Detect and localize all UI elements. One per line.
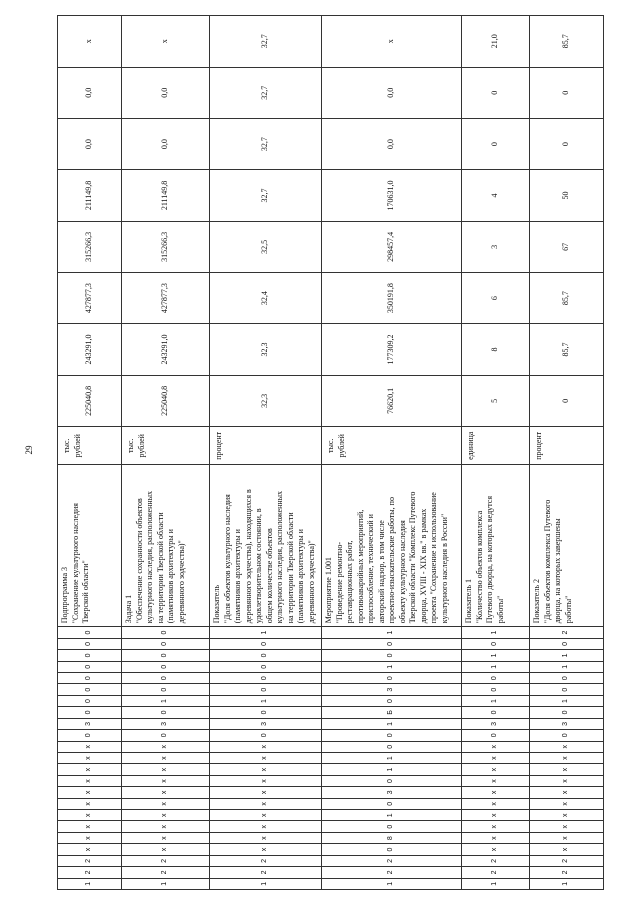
table-row: [122, 16, 210, 890]
code-cell: 0: [210, 650, 322, 661]
value-cell: 0,0: [322, 67, 462, 118]
code-cell: x: [122, 741, 210, 752]
rotated-table-container: [57, 15, 603, 890]
value-cell: 211149,8: [58, 170, 122, 221]
code-cell: 0: [58, 684, 122, 695]
name-line: Показатель 2: [532, 579, 541, 624]
code-cell: x: [530, 787, 604, 798]
value-cell: 243291,0: [122, 324, 210, 375]
code-cell: 2: [322, 855, 462, 866]
code-cell: 0: [322, 730, 462, 741]
name-line: общем количестве объектов: [264, 528, 274, 624]
value-cell: x: [58, 16, 122, 68]
code-cell: 1: [462, 695, 530, 706]
name-cell: [122, 465, 210, 627]
value-cell: 8: [462, 324, 530, 375]
value-cell: 0,0: [322, 118, 462, 169]
value-cell: 32,7: [210, 67, 322, 118]
name-cell: [58, 465, 122, 627]
name-cell: [322, 465, 462, 627]
code-cell: 1: [530, 878, 604, 889]
code-cell: x: [210, 752, 322, 763]
name-line: Путевого дворца, на которых ведутся: [485, 496, 494, 624]
code-cell: x: [530, 821, 604, 832]
code-cell: x: [210, 775, 322, 786]
code-cell: 0: [58, 730, 122, 741]
page-number: 29: [24, 445, 34, 455]
name-line: объекту культурного наследия: [397, 520, 407, 624]
code-cell: x: [530, 844, 604, 855]
name-line: (памятников архитектуры и: [296, 529, 305, 624]
code-cell: 0: [58, 695, 122, 706]
name-line: культурного наследия, расположенных: [275, 490, 284, 624]
code-cell: 0: [210, 730, 322, 741]
value-cell: 0,0: [58, 67, 122, 118]
value-cell: 6: [462, 272, 530, 323]
value-cell: 0: [530, 67, 604, 118]
code-cell: 1: [462, 878, 530, 889]
code-cell: x: [58, 741, 122, 752]
code-cell: 0: [58, 661, 122, 672]
code-cell: 3: [122, 718, 210, 729]
code-cell: x: [210, 810, 322, 821]
code-cell: 0: [122, 672, 210, 683]
code-cell: x: [210, 764, 322, 775]
unit-cell: тыс. рублей: [58, 427, 122, 465]
code-cell: 0: [462, 638, 530, 649]
code-cell: 2: [462, 855, 530, 866]
code-cell: x: [58, 832, 122, 843]
name-line: "Проведение ремонтно-: [334, 542, 344, 624]
table-row: [530, 16, 604, 890]
code-cell: x: [210, 741, 322, 752]
code-cell: x: [122, 775, 210, 786]
code-cell: 1: [58, 878, 122, 889]
value-cell: 4: [462, 170, 530, 221]
code-cell: 0: [122, 638, 210, 649]
code-cell: x: [530, 775, 604, 786]
name-line: авторский надзор, в том числе: [376, 520, 386, 624]
code-cell: x: [530, 741, 604, 752]
name-line: проектно-изыскательские работы, по: [387, 497, 396, 624]
code-cell: 0: [122, 730, 210, 741]
code-cell: x: [58, 844, 122, 855]
name-line: работы": [563, 595, 573, 624]
unit-cell: процент: [210, 427, 322, 465]
name-line: Показатель 1: [464, 579, 473, 624]
code-cell: 0: [122, 661, 210, 672]
name-line: "Доля объектов комплекса Путевого: [542, 499, 552, 624]
code-cell: x: [58, 787, 122, 798]
code-cell: x: [462, 821, 530, 832]
name-line: Тверской области "Комплекс Путевого: [408, 491, 417, 624]
code-cell: 2: [530, 855, 604, 866]
code-cell: 0: [322, 741, 462, 752]
value-cell: 177309,2: [322, 324, 462, 375]
name-line: Задача 1: [124, 594, 133, 624]
code-cell: x: [462, 832, 530, 843]
value-cell: 3: [462, 221, 530, 272]
value-cell: 427877,3: [122, 272, 210, 323]
name-line: деревянного зодчества)": [176, 540, 186, 624]
name-line: Показатель: [212, 585, 221, 624]
unit-cell: процент: [530, 427, 604, 465]
value-cell: 315266,3: [122, 221, 210, 272]
value-cell: 76620,1: [322, 375, 462, 426]
code-cell: 0: [462, 707, 530, 718]
code-cell: 0: [322, 695, 462, 706]
code-cell: 0: [58, 650, 122, 661]
value-cell: x: [322, 16, 462, 68]
value-cell: 225040,8: [122, 375, 210, 426]
code-cell: x: [462, 844, 530, 855]
value-cell: 0,0: [122, 67, 210, 118]
code-cell: 0: [58, 627, 122, 638]
code-cell: 1: [462, 661, 530, 672]
code-cell: x: [58, 821, 122, 832]
code-cell: 8: [322, 832, 462, 843]
code-cell: 0: [530, 672, 604, 683]
code-cell: x: [58, 810, 122, 821]
code-cell: 3: [322, 684, 462, 695]
code-cell: 0: [122, 707, 210, 718]
code-cell: x: [530, 832, 604, 843]
name-line: культурного наследия в России": [439, 513, 449, 624]
value-cell: 85,7: [530, 16, 604, 68]
name-line: деревянного зодчества)": [306, 540, 316, 624]
code-cell: x: [462, 741, 530, 752]
code-cell: Б: [322, 707, 462, 718]
code-cell: 0: [210, 672, 322, 683]
code-cell: 0: [210, 684, 322, 695]
code-cell: 0: [322, 775, 462, 786]
unit-cell: единица: [462, 427, 530, 465]
code-cell: 0: [58, 672, 122, 683]
value-cell: 211149,8: [122, 170, 210, 221]
code-cell: 2: [530, 627, 604, 638]
name-line: на территории Тверской области: [155, 512, 165, 624]
code-cell: 0: [322, 672, 462, 683]
code-cell: x: [462, 810, 530, 821]
code-cell: x: [58, 798, 122, 809]
code-cell: x: [210, 787, 322, 798]
code-cell: 0: [462, 730, 530, 741]
code-cell: x: [530, 810, 604, 821]
code-cell: 1: [322, 627, 462, 638]
value-cell: 0: [530, 118, 604, 169]
table-row: [462, 16, 530, 890]
value-cell: 32,7: [210, 16, 322, 68]
code-cell: x: [122, 752, 210, 763]
code-cell: x: [210, 821, 322, 832]
code-cell: 0: [530, 707, 604, 718]
code-cell: x: [122, 821, 210, 832]
code-cell: x: [210, 832, 322, 843]
code-cell: x: [58, 775, 122, 786]
value-cell: 32,4: [210, 272, 322, 323]
value-cell: 0: [462, 67, 530, 118]
value-cell: 315266,3: [58, 221, 122, 272]
name-line: культурного наследия, расположенных: [145, 490, 154, 624]
code-cell: 0: [530, 730, 604, 741]
value-cell: 0,0: [122, 118, 210, 169]
value-cell: x: [122, 16, 210, 68]
code-cell: 1: [462, 650, 530, 661]
code-cell: 0: [210, 661, 322, 672]
code-cell: x: [122, 798, 210, 809]
name-line: Подпрограмма 3: [60, 566, 69, 624]
value-cell: 350191,8: [322, 272, 462, 323]
code-cell: 1: [530, 661, 604, 672]
program-table: [57, 15, 604, 890]
code-cell: 1: [322, 764, 462, 775]
code-cell: 0: [462, 684, 530, 695]
value-cell: 32,5: [210, 221, 322, 272]
code-cell: 1: [210, 695, 322, 706]
code-cell: 2: [462, 867, 530, 878]
code-cell: 3: [322, 787, 462, 798]
code-cell: 1: [530, 650, 604, 661]
name-line: дворца, XVIII - XIX вв." в рамках: [418, 508, 428, 624]
code-cell: 1: [210, 878, 322, 889]
code-cell: 0: [462, 672, 530, 683]
code-cell: 0: [530, 638, 604, 649]
code-cell: 2: [322, 867, 462, 878]
name-line: (памятников архитектуры и: [233, 529, 242, 624]
unit-cell: тыс. рублей: [122, 427, 210, 465]
code-cell: x: [462, 775, 530, 786]
value-cell: 32,3: [210, 375, 322, 426]
code-cell: 0: [210, 707, 322, 718]
code-cell: x: [210, 844, 322, 855]
name-line: Тверской области": [81, 560, 90, 624]
value-cell: 32,7: [210, 170, 322, 221]
name-line: "Сохранение культурного наследия: [70, 503, 80, 624]
code-cell: 0: [322, 798, 462, 809]
code-cell: 0: [122, 684, 210, 695]
value-cell: 32,7: [210, 118, 322, 169]
value-cell: 67: [530, 221, 604, 272]
name-cell: [530, 465, 604, 627]
code-cell: 1: [322, 752, 462, 763]
code-cell: x: [122, 810, 210, 821]
code-cell: 3: [530, 718, 604, 729]
code-cell: 2: [210, 867, 322, 878]
name-cell: [210, 465, 322, 627]
code-cell: x: [530, 752, 604, 763]
name-line: деревянного зодчества), находящихся в: [243, 489, 253, 624]
code-cell: 1: [530, 695, 604, 706]
name-line: "Доля объектов культурного наследия: [222, 494, 232, 624]
name-line: дворца, на которых завершены: [553, 518, 562, 624]
value-cell: 0: [530, 375, 604, 426]
code-cell: 2: [122, 867, 210, 878]
code-cell: 1: [122, 878, 210, 889]
value-cell: 32,3: [210, 324, 322, 375]
table-row: [210, 16, 322, 890]
code-cell: x: [530, 798, 604, 809]
code-cell: x: [122, 787, 210, 798]
code-cell: 0: [322, 821, 462, 832]
value-cell: 0,0: [58, 118, 122, 169]
value-cell: 50: [530, 170, 604, 221]
code-cell: 0: [530, 684, 604, 695]
code-cell: 3: [210, 718, 322, 729]
code-cell: 0: [58, 707, 122, 718]
code-cell: 1: [322, 661, 462, 672]
value-cell: 85,7: [530, 272, 604, 323]
value-cell: 21,0: [462, 16, 530, 68]
code-cell: x: [462, 787, 530, 798]
code-cell: 0: [322, 650, 462, 661]
value-cell: 0: [462, 118, 530, 169]
name-line: противоаварийных мероприятий,: [355, 509, 365, 624]
code-cell: x: [462, 798, 530, 809]
value-cell: 243291,0: [58, 324, 122, 375]
code-cell: 1: [122, 695, 210, 706]
code-cell: 0: [58, 638, 122, 649]
code-cell: 0: [210, 638, 322, 649]
name-line: Мероприятие 1.001: [324, 557, 333, 624]
code-cell: 2: [122, 855, 210, 866]
code-cell: 0: [322, 638, 462, 649]
code-cell: x: [58, 752, 122, 763]
table-row: [58, 16, 122, 890]
code-cell: 0: [122, 650, 210, 661]
code-cell: 1: [322, 810, 462, 821]
code-cell: x: [530, 764, 604, 775]
name-line: "Количество объектов комплекса: [474, 510, 484, 624]
code-cell: x: [210, 798, 322, 809]
code-cell: 2: [210, 855, 322, 866]
name-cell: [462, 465, 530, 627]
code-cell: x: [462, 764, 530, 775]
code-cell: 1: [322, 878, 462, 889]
name-line: приспособление, технический и: [366, 514, 375, 624]
unit-cell: тыс. рублей: [322, 427, 462, 465]
code-cell: 1: [322, 718, 462, 729]
code-cell: 0: [122, 627, 210, 638]
code-cell: 2: [530, 867, 604, 878]
value-cell: 170631,0: [322, 170, 462, 221]
value-cell: 225040,8: [58, 375, 122, 426]
name-line: реставрационных работ,: [345, 540, 354, 624]
code-cell: x: [122, 832, 210, 843]
code-cell: x: [462, 752, 530, 763]
code-cell: 1: [462, 627, 530, 638]
code-cell: 3: [58, 718, 122, 729]
name-line: "Обеспечение сохранности объектов: [134, 498, 144, 624]
name-line: на территории Тверской области: [285, 512, 295, 624]
code-cell: x: [122, 764, 210, 775]
value-cell: 427877,3: [58, 272, 122, 323]
value-cell: 5: [462, 375, 530, 426]
name-line: удовлетворительном состоянии, в: [254, 508, 263, 624]
name-line: проекта "Сохранение и использование: [429, 492, 438, 624]
name-line: работы": [495, 595, 505, 624]
table-row: [322, 16, 462, 890]
name-line: (памятников архитектуры и: [166, 529, 175, 624]
value-cell: 298457,4: [322, 221, 462, 272]
code-cell: 3: [462, 718, 530, 729]
code-cell: x: [58, 764, 122, 775]
code-cell: 2: [58, 867, 122, 878]
code-cell: 1: [210, 627, 322, 638]
code-cell: 0: [322, 844, 462, 855]
code-cell: x: [122, 844, 210, 855]
code-cell: 2: [58, 855, 122, 866]
value-cell: 85,7: [530, 324, 604, 375]
